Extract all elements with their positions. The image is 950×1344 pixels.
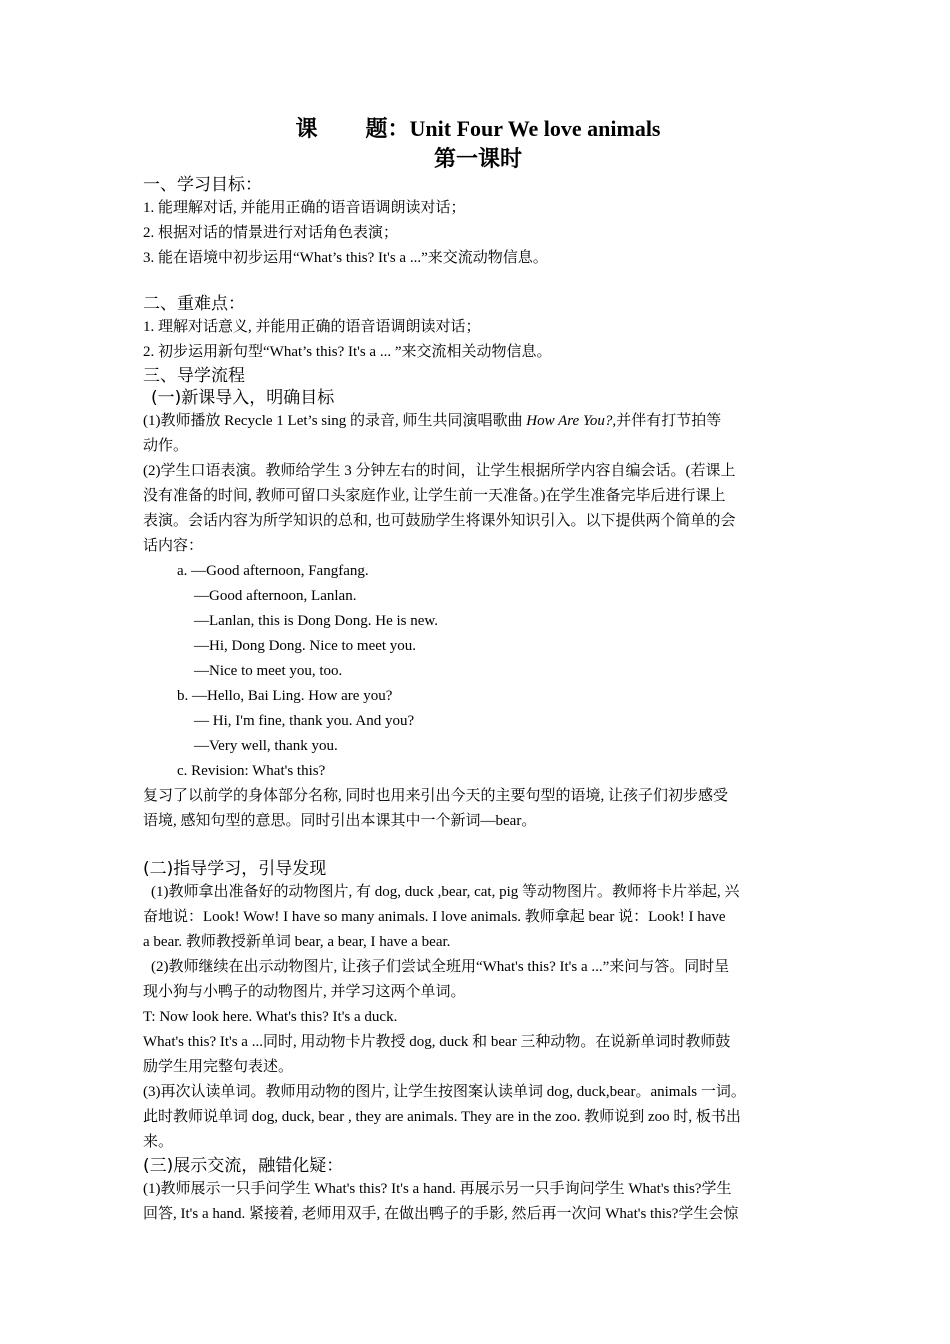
paragraph-line: 此时教师说单词 dog, duck, bear , they are animals. They are in the zoo. 教师说到 zoo 时, 板书出 [143, 1109, 741, 1125]
paragraph-line: (1)教师展示一只手问学生 What's this? It's a hand. 再展示另一只手询问学生 What's this?学生 [143, 1181, 732, 1197]
goal-item-2: 2. 根据对话的情景进行对话角色表演； [143, 225, 399, 241]
dialogue-line: c. Revision: What's this? [177, 763, 326, 779]
paragraph-line: 表演。会话内容为所学知识的总和, 也可鼓励学生将课外知识引入。以下提供两个简单的会 [143, 513, 736, 529]
dialogue-b [143, 684, 813, 759]
paragraph-line: 没有准备的时间, 教师可留口头家庭作业, 让学生前一天准备。)在学生准备完毕后进行课上 [143, 488, 726, 504]
paragraph-line: 来。 [143, 1134, 174, 1150]
dialogue-line: b. —Hello, Bai Ling. How are you? [177, 688, 393, 704]
paragraph-line: (1)教师拿出准备好的动物图片, 有 dog, duck ,bear, cat, pig 等动物图片。教师将卡片举起, 兴 [151, 884, 740, 900]
dialogue-c [143, 759, 813, 784]
paragraph-line: 语境, 感知句型的意思。同时引出本课其中一个新词—bear。 [143, 813, 537, 829]
paragraph-text: (1)教师播放 Recycle 1 Let’s sing 的录音, 师生共同演唱歌曲 [143, 413, 527, 429]
key-point-1: 1. 理解对话意义, 并能用正确的语音语调朗读对话； [143, 319, 481, 335]
part-1-paragraph-1 [143, 409, 813, 434]
dialogue-line: —Very well, thank you. [194, 738, 338, 754]
paragraph-line: 话内容： [143, 538, 204, 554]
song-title: How Are You?, [526, 413, 617, 429]
section-1-heading: 一、学习目标： [143, 175, 262, 195]
paragraph-line: 现小狗与小鸭子的动物图片, 并学习这两个单词。 [143, 984, 466, 1000]
title-text: 题：Unit Four We love animals [365, 116, 661, 141]
lesson-title: 第一课时 [433, 146, 522, 171]
paragraph-line: 动作。 [143, 438, 189, 454]
section-2-heading: 二、重难点： [143, 294, 245, 314]
paragraph-line: What's this? It's a ...同时, 用动物卡片教授 dog, duck 和 bear 三种动物。在说新单词时教师鼓 [143, 1034, 731, 1050]
dialogue-line: —Nice to meet you, too. [194, 663, 343, 679]
document-title [143, 114, 813, 144]
paragraph-line: 励学生用完整句表述。 [143, 1059, 294, 1075]
paragraph-line: 复习了以前学的身体部分名称, 同时也用来引出今天的主要句型的语境, 让孩子们初步感受 [143, 788, 729, 804]
paragraph-text: 并伴有打节拍等 [616, 413, 722, 429]
key-point-2: 2. 初步运用新句型“What’s this? It's a ... ”来交流相关动物信息。 [143, 344, 552, 360]
section-3-heading: 三、导学流程 [143, 366, 245, 386]
dialogue-line: a. —Good afternoon, Fangfang. [177, 563, 369, 579]
dialogue-line: —Good afternoon, Lanlan. [194, 588, 357, 604]
dialogue-a [143, 559, 813, 684]
document-page [143, 114, 813, 1227]
paragraph-line: (2)学生口语表演。教师给学生 3 分钟左右的时间，让学生根据所学内容自编会话。(若课上 [143, 463, 736, 479]
part-2-heading: (二)指导学习，引导发现 [143, 859, 327, 879]
goal-item-3: 3. 能在语境中初步运用“What’s this? It's a ...”来交流动物信息。 [143, 250, 548, 266]
part-1-heading: (一)新课导入，明确目标 [151, 388, 335, 408]
paragraph-line: T: Now look here. What's this? It's a duck. [143, 1009, 398, 1025]
title-label: 课 [295, 116, 318, 141]
goal-item-1: 1. 能理解对话, 并能用正确的语音语调朗读对话； [143, 200, 466, 216]
part-3-heading: (三)展示交流，融错化疑： [143, 1156, 344, 1176]
dialogue-line: —Lanlan, this is Dong Dong. He is new. [194, 613, 438, 629]
paragraph-line: 回答, It's a hand. 紧接着, 老师用双手, 在做出鸭子的手影, 然后再一次问 What's this?学生会惊 [143, 1206, 739, 1222]
paragraph-line: (3)再次认读单词。教师用动物的图片, 让学生按图案认读单词 dog, duck,bear。animals 一词。 [143, 1084, 746, 1100]
paragraph-line: 奋地说：Look! Wow! I have so many animals. I love animals. 教师拿起 bear 说：Look! I have [143, 909, 726, 925]
dialogue-line: — Hi, I'm fine, thank you. And you? [194, 713, 415, 729]
paragraph-line: (2)教师继续在出示动物图片, 让孩子们尝试全班用“What's this? It's a ...”来问与答。同时呈 [151, 959, 730, 975]
dialogue-line: —Hi, Dong Dong. Nice to meet you. [194, 638, 417, 654]
paragraph-line: a bear. 教师教授新单词 bear, a bear, I have a bear. [143, 934, 451, 950]
